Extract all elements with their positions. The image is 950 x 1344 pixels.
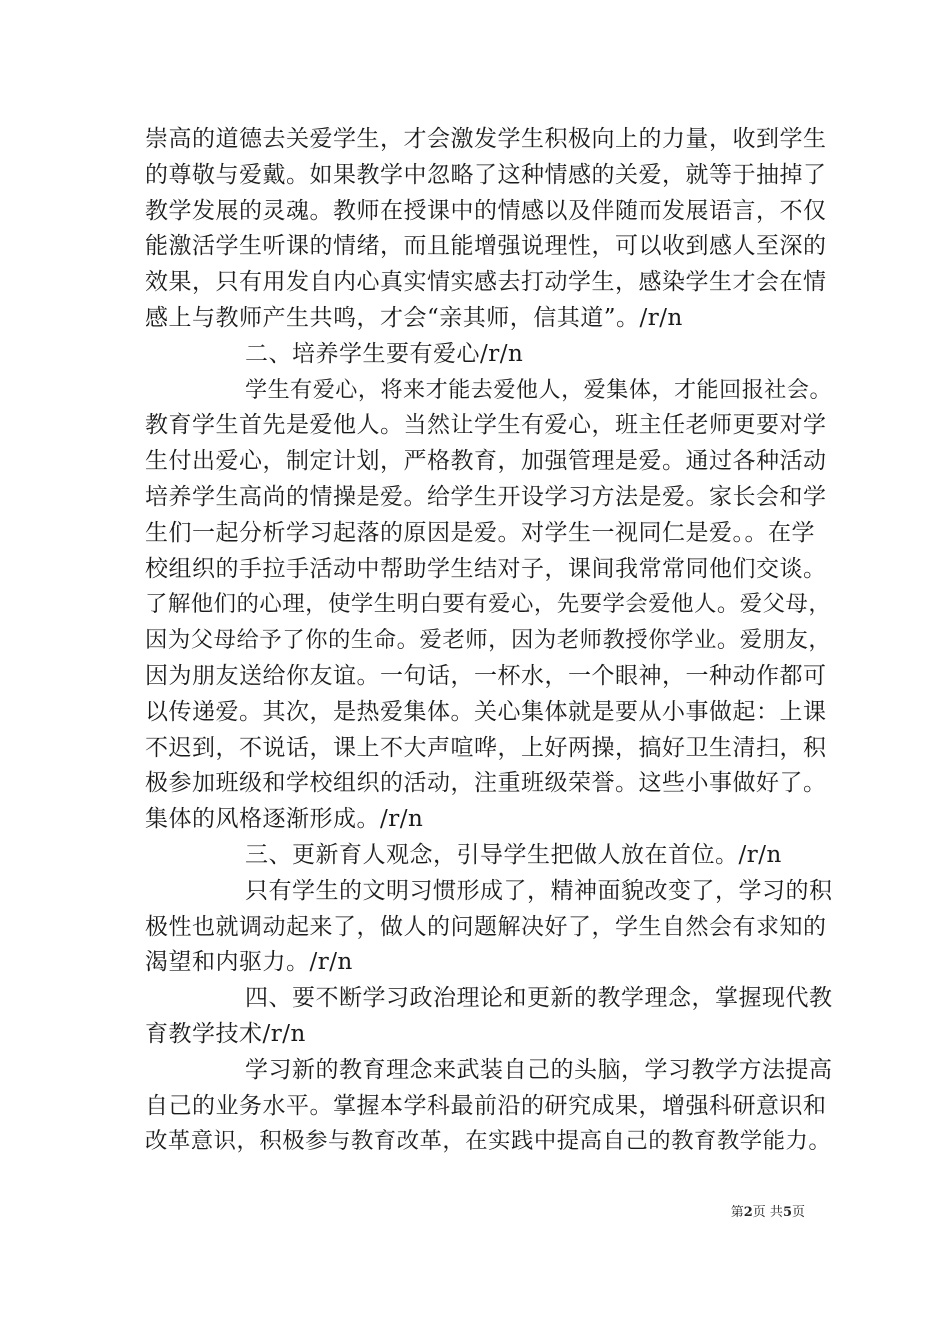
text-line: 学习新的教育理念来武装自己的头脑，学习教学方法提高	[245, 1056, 833, 1083]
total-page-number: 5	[782, 1205, 792, 1220]
text-line: 极参加班级和学校组织的活动，注重班级荣誉。这些小事做好了。	[145, 770, 827, 797]
text-line: 崇高的道德去关爱学生，才会激发学生积极向上的力量，收到学生	[145, 126, 827, 152]
text-line: 能激活学生听课的情绪，而且能增强说理性，可以收到感人至深的	[145, 233, 827, 260]
text-line: 育教学技术/r/n	[145, 1020, 306, 1047]
text-line: 四、要不断学习政治理论和更新的教学理念，掌握现代教	[245, 985, 833, 1012]
text-line: 生付出爱心，制定计划，严格教育，加强管理是爱。通过各种活动	[145, 448, 827, 475]
text-line: 不迟到，不说话，课上不大声喧哗，上好两操，搞好卫生清扫，积	[145, 734, 827, 761]
footer-prefix: 第	[730, 1205, 744, 1220]
text-line: 三、更新育人观念，引导学生把做人放在首位。/r/n	[245, 841, 782, 868]
text-line: 集体的风格逐渐形成。/r/n	[145, 806, 424, 833]
text-line: 渴望和内驱力。/r/n	[145, 949, 353, 976]
text-line: 了解他们的心理，使学生明白要有爱心，先要学会爱他人。爱父母，	[145, 591, 832, 618]
footer-middle: 页 共	[752, 1205, 783, 1220]
text-line: 因为朋友送给你友谊。一句话，一杯水，一个眼神，一种动作都可	[145, 662, 827, 689]
text-line: 以传递爱。其次，是热爱集体。关心集体就是要从小事做起：上课	[145, 698, 827, 725]
text-line: 教学发展的灵魂。教师在授课中的情感以及伴随而发展语言，不仅	[145, 197, 827, 224]
footer-suffix: 页	[791, 1205, 805, 1220]
text-line: 因为父母给予了你的生命。爱老师，因为老师教授你学业。爱朋友，	[145, 627, 832, 654]
page-number-footer	[731, 1205, 805, 1221]
text-line: 培养学生高尚的情操是爱。给学生开设学习方法是爱。家长会和学	[145, 483, 827, 510]
text-line: 自己的业务水平。掌握本学科最前沿的研究成果，增强科研意识和	[145, 1092, 827, 1119]
text-line: 感上与教师产生共鸣，才会“亲其师，信其道”。/r/n	[145, 304, 683, 331]
text-line: 校组织的手拉手活动中帮助学生结对子，课间我常常同他们交谈。	[145, 555, 827, 582]
text-line: 极性也就调动起来了，做人的问题解决好了，学生自然会有求知的	[145, 913, 827, 940]
text-line: 学生有爱心，将来才能去爱他人，爱集体，才能回报社会。	[245, 376, 833, 403]
current-page-number: 2	[743, 1205, 753, 1220]
text-line: 只有学生的文明习惯形成了，精神面貌改变了，学习的积	[245, 877, 833, 904]
text-line: 教育学生首先是爱他人。当然让学生有爱心，班主任老师更要对学	[145, 412, 827, 439]
document-body	[145, 122, 835, 1160]
text-line: 生们一起分析学习起落的原因是爱。对学生一视同仁是爱。。在学	[145, 519, 815, 546]
text-line: 二、培养学生要有爱心/r/n	[245, 340, 524, 367]
text-line: 改革意识，积极参与教育改革，在实践中提高自己的教育教学能力。	[145, 1128, 832, 1155]
text-line: 效果，只有用发自内心真实情实感去打动学生，感染学生才会在情	[145, 269, 827, 296]
text-line: 的尊敬与爱戴。如果教学中忽略了这种情感的关爱，就等于抽掉了	[145, 161, 827, 188]
